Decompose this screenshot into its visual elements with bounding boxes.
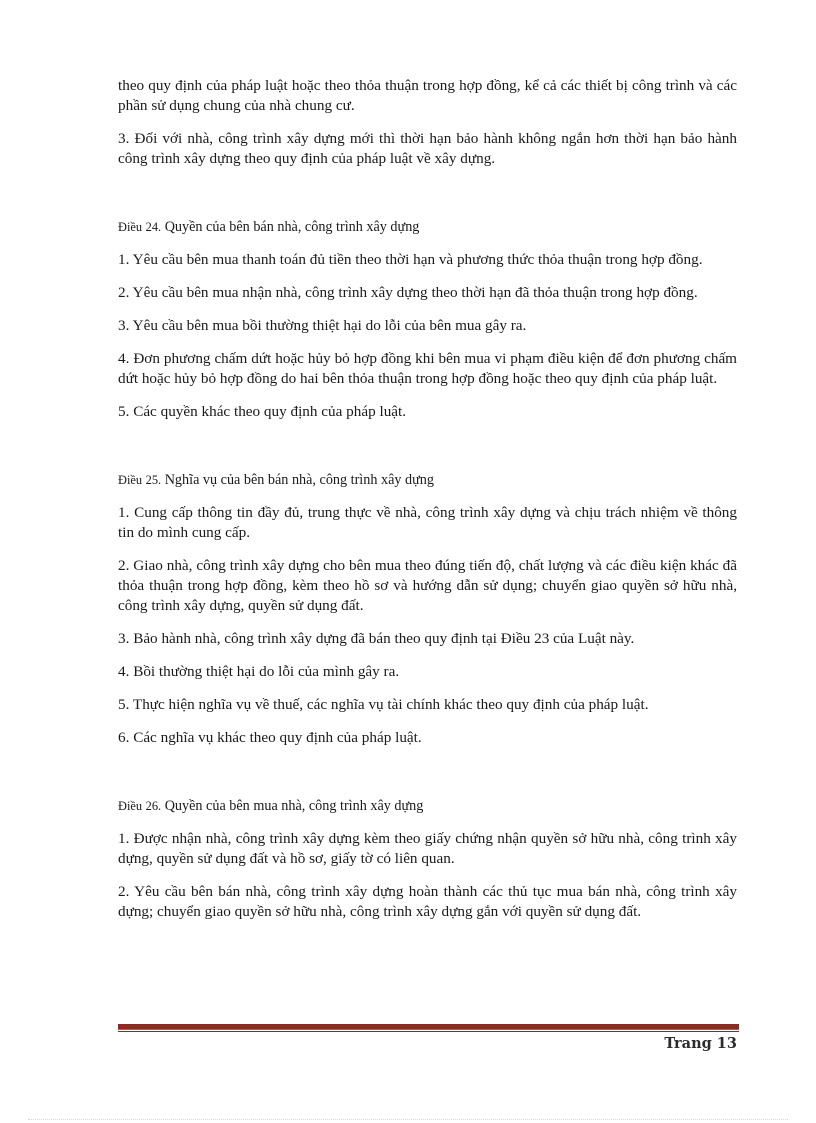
article-25-item: 2. Giao nhà, công trình xây dựng cho bên mua theo đúng tiến độ, chất lượng và các điều kiện khác đã thỏa thuận trong hợp đồng, kèm theo hồ sơ và hướng dẫn sử dụng; chuyển giao quyền sở hữu nhà, công trình xây dựng, quyền sử dụng đất. [118,557,737,614]
article-25-title: Nghĩa vụ của bên bán nhà, công trình xây dựng [164,472,434,488]
article-24-heading [118,217,737,237]
article-24-prefix: Điều [118,220,143,234]
article-25-prefix: Điều [118,473,143,487]
article-26-prefix: Điều [118,799,143,813]
article-26-item: 1. Được nhận nhà, công trình xây dựng kèm theo giấy chứng nhận quyền sở hữu nhà, công trình xây dựng, quyền sử dụng đất và hồ sơ, giấy tờ có liên quan. [118,830,737,867]
article-26-heading [118,796,737,816]
section-gap [118,182,737,217]
article-26-item: 2. Yêu cầu bên bán nhà, công trình xây dựng hoàn thành các thủ tục mua bán nhà, công trình xây dựng; chuyển giao quyền sở hữu nhà, công trình xây dựng gắn với quyền sử dụng đất. [118,883,737,920]
page-number: Trang 13 [664,1035,737,1052]
article-26-title: Quyền của bên mua nhà, công trình xây dựng [164,798,424,814]
article-24-item: 4. Đơn phương chấm dứt hoặc hủy bỏ hợp đồng khi bên mua vi phạm điều kiện để đơn phương chấm dứt hoặc hủy bỏ hợp đồng do hai bên thỏa thuận trong hợp đồng hoặc theo quy định của pháp luật. [118,350,737,387]
paragraph-warranty-period: 3. Đối với nhà, công trình xây dựng mới thì thời hạn bảo hành không ngắn hơn thời hạn bảo hành công trình xây dựng theo quy định của pháp luật về xây dựng. [118,130,737,167]
article-25-item: 5. Thực hiện nghĩa vụ về thuế, các nghĩa vụ tài chính khác theo quy định của pháp luật. [118,696,649,713]
article-24-item: 2. Yêu cầu bên mua nhận nhà, công trình xây dựng theo thời hạn đã thỏa thuận trong hợp đồng. [118,284,698,301]
article-25-item: 6. Các nghĩa vụ khác theo quy định của pháp luật. [118,729,422,746]
article-25-item: 3. Bảo hành nhà, công trình xây dựng đã bán theo quy định tại Điều 23 của Luật này. [118,630,635,647]
article-24-item: 1. Yêu cầu bên mua thanh toán đủ tiền theo thời hạn và phương thức thỏa thuận trong hợp đồng. [118,251,703,268]
article-24-number: 24. [145,220,162,234]
article-24-item: 3. Yêu cầu bên mua bồi thường thiệt hại do lỗi của bên mua gây ra. [118,317,527,334]
article-25-item: 4. Bồi thường thiệt hại do lỗi của mình gây ra. [118,663,400,680]
article-25-item: 1. Cung cấp thông tin đầy đủ, trung thực về nhà, công trình xây dựng và chịu trách nhiệm về thông tin do mình cung cấp. [118,504,737,541]
document-body [118,76,737,935]
article-24-item: 5. Các quyền khác theo quy định của pháp luật. [118,403,407,420]
section-gap [118,761,737,796]
article-26-number: 26. [145,799,162,813]
footer-rule-thin [118,1031,739,1032]
article-25-heading [118,470,737,490]
paragraph-continuation: theo quy định của pháp luật hoặc theo thỏa thuận trong hợp đồng, kể cả các thiết bị công trình và các phần sử dụng chung của nhà chung cư. [118,77,737,114]
article-24-title: Quyền của bên bán nhà, công trình xây dựng [164,219,420,235]
page-edge-divider [28,1119,788,1120]
article-25-number: 25. [145,473,162,487]
section-gap [118,435,737,470]
footer-rule-thick [118,1024,739,1030]
